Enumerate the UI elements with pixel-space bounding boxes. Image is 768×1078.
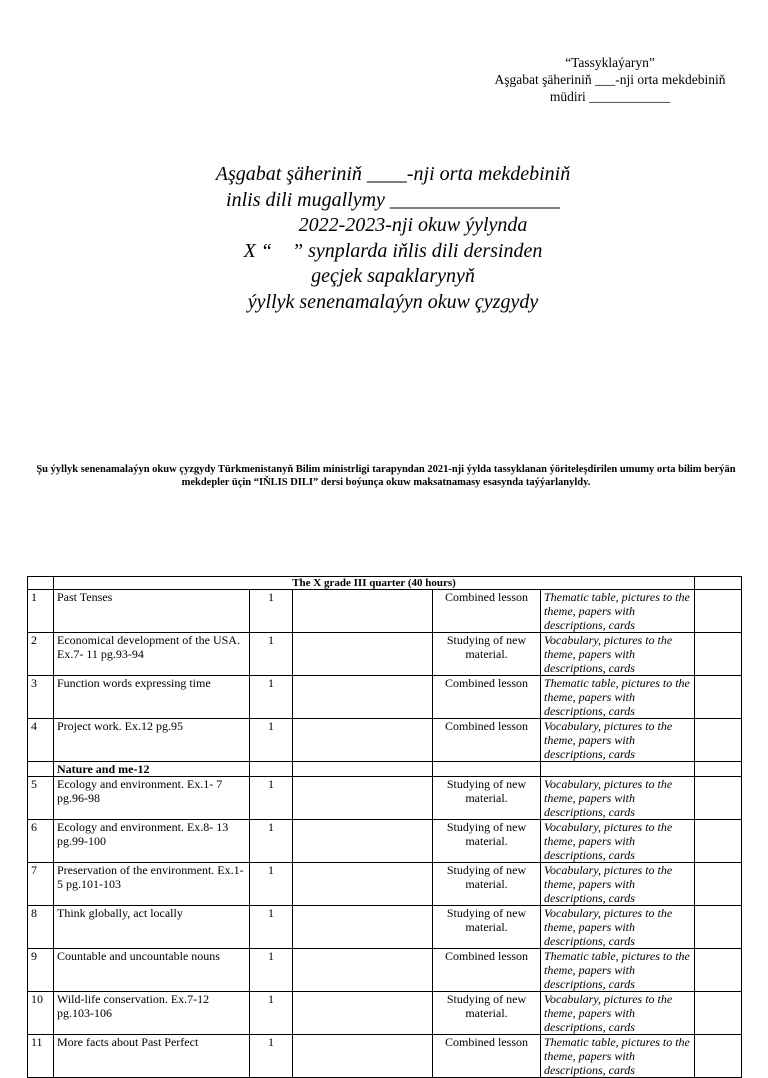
lesson-hours: 1 <box>250 863 293 906</box>
lesson-notes-cell <box>695 676 742 719</box>
lesson-number: 3 <box>28 676 54 719</box>
lesson-date-cell <box>293 820 433 863</box>
approval-block <box>470 54 750 105</box>
table-row <box>28 949 742 992</box>
section-empty-cell <box>293 762 433 777</box>
lesson-date-cell <box>293 676 433 719</box>
lesson-date-cell <box>293 633 433 676</box>
lesson-hours: 1 <box>250 590 293 633</box>
lesson-type: Combined lesson <box>433 676 541 719</box>
lesson-hours: 1 <box>250 906 293 949</box>
lesson-hours: 1 <box>250 820 293 863</box>
lesson-topic: Wild-life conservation. Ex.7-12 pg.103-106 <box>54 992 250 1035</box>
table-row <box>28 719 742 762</box>
lesson-date-cell <box>293 1035 433 1078</box>
lesson-hours: 1 <box>250 633 293 676</box>
lesson-notes-cell <box>695 820 742 863</box>
lesson-topic: Preservation of the environment. Ex.1-5 pg.101-103 <box>54 863 250 906</box>
lesson-resources: Vocabulary, pictures to the theme, papers with descriptions, cards <box>541 863 695 906</box>
lesson-type: Combined lesson <box>433 1035 541 1078</box>
lesson-number: 4 <box>28 719 54 762</box>
table-row <box>28 906 742 949</box>
table-row <box>28 777 742 820</box>
lesson-number: 1 <box>28 590 54 633</box>
section-row <box>28 762 742 777</box>
table-row <box>28 676 742 719</box>
table-row <box>28 863 742 906</box>
title-line: geçjek sapaklarynyň <box>311 265 475 287</box>
section-empty-cell <box>250 762 293 777</box>
quarter-heading: The X grade III quarter (40 hours) <box>54 577 695 590</box>
lesson-resources: Vocabulary, pictures to the theme, papers with descriptions, cards <box>541 633 695 676</box>
lesson-topic: Past Tenses <box>54 590 250 633</box>
lesson-notes-cell <box>695 863 742 906</box>
title-line: 2022-2023-nji okuw ýylynda <box>298 214 528 236</box>
lesson-date-cell <box>293 949 433 992</box>
section-empty-cell <box>541 762 695 777</box>
table-row <box>28 992 742 1035</box>
lesson-topic: More facts about Past Perfect <box>54 1035 250 1078</box>
lesson-hours: 1 <box>250 949 293 992</box>
lesson-date-cell <box>293 992 433 1035</box>
lesson-topic: Project work. Ex.12 pg.95 <box>54 719 250 762</box>
section-empty-cell <box>28 762 54 777</box>
lesson-resources: Vocabulary, pictures to the theme, papers with descriptions, cards <box>541 906 695 949</box>
table-row <box>28 820 742 863</box>
lesson-resources: Thematic table, pictures to the theme, papers with descriptions, cards <box>541 590 695 633</box>
lesson-topic: Economical development of the USA. Ex.7- 11 pg.93-94 <box>54 633 250 676</box>
table-header-row <box>28 577 742 590</box>
lesson-type: Studying of new material. <box>433 633 541 676</box>
lesson-topic: Ecology and environment. Ex.8- 13 pg.99-100 <box>54 820 250 863</box>
lesson-topic: Ecology and environment. Ex.1- 7 pg.96-98 <box>54 777 250 820</box>
lesson-notes-cell <box>695 949 742 992</box>
lesson-number: 9 <box>28 949 54 992</box>
lesson-resources: Vocabulary, pictures to the theme, papers with descriptions, cards <box>541 777 695 820</box>
lesson-date-cell <box>293 590 433 633</box>
table-row <box>28 590 742 633</box>
lesson-notes-cell <box>695 633 742 676</box>
section-title: Nature and me-12 <box>54 762 250 777</box>
lesson-notes-cell <box>695 1035 742 1078</box>
lesson-topic: Function words expressing time <box>54 676 250 719</box>
lesson-topic: Think globally, act locally <box>54 906 250 949</box>
lesson-hours: 1 <box>250 1035 293 1078</box>
approval-heading: “Tassyklaýaryn” <box>565 55 655 70</box>
lesson-number: 7 <box>28 863 54 906</box>
lesson-hours: 1 <box>250 777 293 820</box>
lesson-type: Studying of new material. <box>433 820 541 863</box>
lesson-notes-cell <box>695 719 742 762</box>
lesson-number: 8 <box>28 906 54 949</box>
lesson-type: Combined lesson <box>433 590 541 633</box>
title-line: X “ ” synplarda iňlis dili dersinden <box>243 239 543 262</box>
lesson-notes-cell <box>695 992 742 1035</box>
title-line: Aşgabat şäheriniň ____-nji orta mekdebiniň <box>215 163 571 185</box>
lesson-plan-table <box>27 576 742 1078</box>
lesson-type: Combined lesson <box>433 949 541 992</box>
lesson-date-cell <box>293 863 433 906</box>
table-row <box>28 633 742 676</box>
section-empty-cell <box>695 762 742 777</box>
document-title <box>150 162 636 315</box>
lesson-type: Studying of new material. <box>433 863 541 906</box>
approval-director-line: müdiri ____________ <box>549 89 671 104</box>
curriculum-note: Şu ýyllyk senenamalaýyn okuw çyzgydy Türkmenistanyň Bilim ministrligi tarapyndan 2021-nji ýylda tassyklanan ýöriteleşdirilen umumy orta bilim berýän mekdepler üçin “IŇLIS DILI” dersi boýunça okuw maksatnamasy esasynda taýýarlanyldy. <box>36 464 736 488</box>
lesson-resources: Vocabulary, pictures to the theme, papers with descriptions, cards <box>541 719 695 762</box>
table-row <box>28 1035 742 1078</box>
title-line: inlis dili mugallymy _________________ <box>226 188 560 211</box>
lesson-number: 10 <box>28 992 54 1035</box>
lesson-hours: 1 <box>250 719 293 762</box>
lesson-date-cell <box>293 777 433 820</box>
title-line: ýyllyk senenamalaýyn okuw çyzgydy <box>247 290 539 313</box>
lesson-date-cell <box>293 719 433 762</box>
section-empty-cell <box>433 762 541 777</box>
lesson-type: Studying of new material. <box>433 992 541 1035</box>
lesson-number: 5 <box>28 777 54 820</box>
lesson-date-cell <box>293 906 433 949</box>
lesson-notes-cell <box>695 590 742 633</box>
lesson-resources: Vocabulary, pictures to the theme, papers with descriptions, cards <box>541 820 695 863</box>
lesson-type: Studying of new material. <box>433 777 541 820</box>
lesson-number: 11 <box>28 1035 54 1078</box>
lesson-topic: Countable and uncountable nouns <box>54 949 250 992</box>
lesson-notes-cell <box>695 906 742 949</box>
lesson-resources: Vocabulary, pictures to the theme, papers with descriptions, cards <box>541 992 695 1035</box>
approval-school-line: Aşgabat şäheriniň ___-nji orta mekdebiniň <box>494 72 726 87</box>
lesson-resources: Thematic table, pictures to the theme, papers with descriptions, cards <box>541 949 695 992</box>
lesson-type: Studying of new material. <box>433 906 541 949</box>
lesson-notes-cell <box>695 777 742 820</box>
lesson-number: 2 <box>28 633 54 676</box>
lesson-type: Combined lesson <box>433 719 541 762</box>
lesson-resources: Thematic table, pictures to the theme, papers with descriptions, cards <box>541 676 695 719</box>
lesson-hours: 1 <box>250 992 293 1035</box>
lesson-hours: 1 <box>250 676 293 719</box>
lesson-resources: Thematic table, pictures to the theme, papers with descriptions, cards <box>541 1035 695 1078</box>
lesson-number: 6 <box>28 820 54 863</box>
